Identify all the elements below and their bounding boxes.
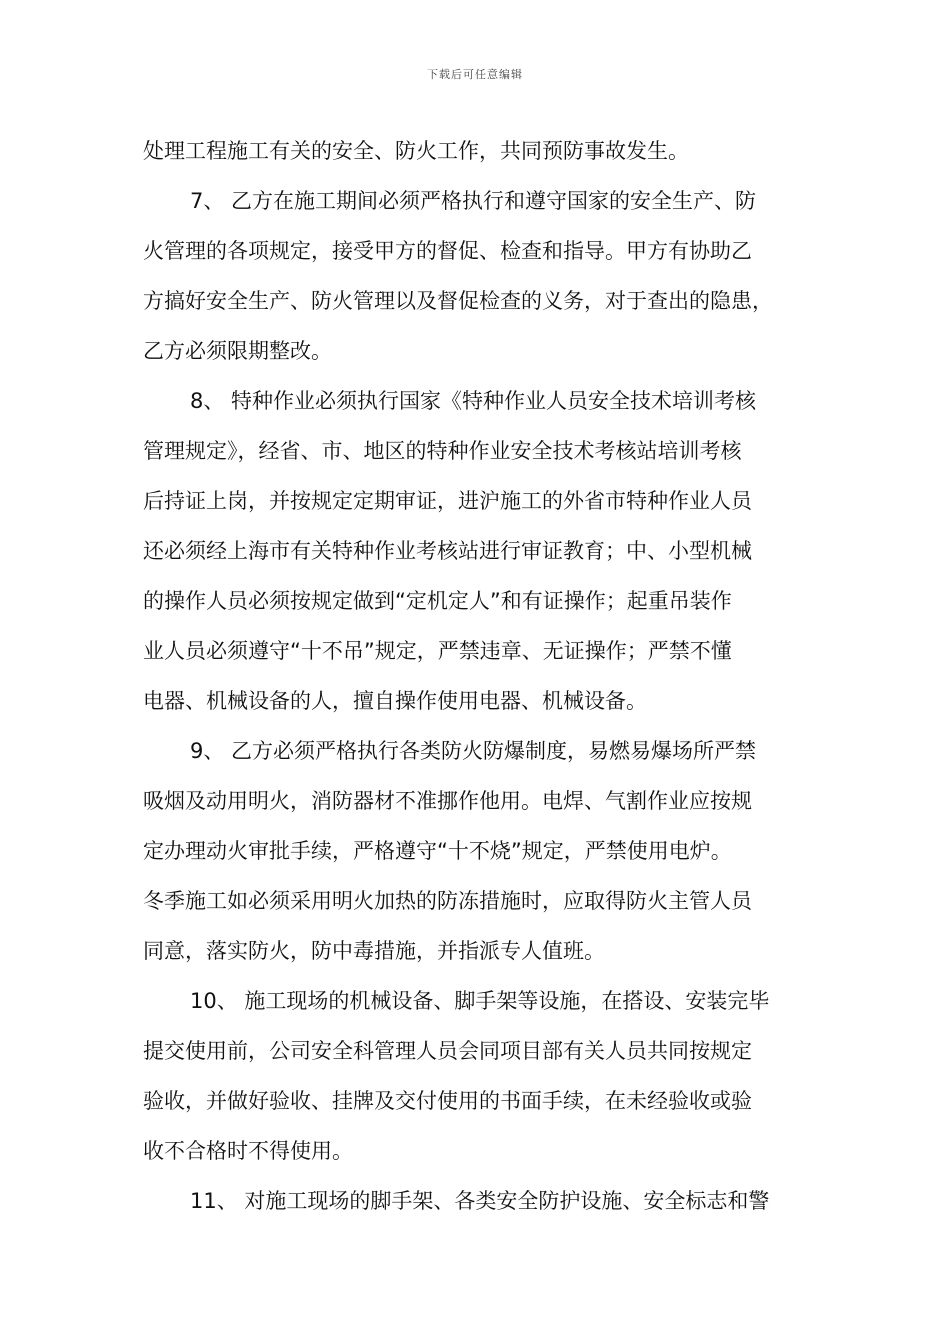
text-line: 冬季施工如必须采用明火加热的防冻措施时，应取得防火主管人员 — [143, 889, 752, 913]
text-line: 的操作人员必须按规定做到“定机定人”和有证操作；起重吊装作 — [143, 589, 732, 613]
text-line: 火管理的各项规定，接受甲方的督促、检查和指导。甲方有协助乙 — [143, 239, 752, 263]
text-line: 10、 施工现场的机械设备、脚手架等设施，在搭设、安装完毕 — [190, 989, 770, 1013]
text-line: 9、 乙方必须严格执行各类防火防爆制度，易燃易爆场所严禁 — [190, 739, 757, 763]
document-body — [143, 126, 823, 1226]
text-line: 11、 对施工现场的脚手架、各类安全防护设施、安全标志和警 — [190, 1189, 770, 1213]
text-line: 定办理动火审批手续，严格遵守“十不烧”规定，严禁使用电炉。 — [143, 839, 732, 863]
text-line: 吸烟及动用明火，消防器材不准挪作他用。电焊、气割作业应按规 — [143, 789, 752, 813]
text-line: 处理工程施工有关的安全、防火工作，共同预防事故发生。 — [143, 139, 689, 163]
text-line: 8、 特种作业必须执行国家《特种作业人员安全技术培训考核 — [190, 389, 757, 413]
text-line: 方搞好安全生产、防火管理以及督促检查的义务，对于查出的隐患， — [143, 289, 773, 313]
text-line: 提交使用前，公司安全科管理人员会同项目部有关人员共同按规定 — [143, 1039, 752, 1063]
text-line: 乙方必须限期整改。 — [143, 339, 332, 363]
text-line: 同意，落实防火，防中毒措施，并指派专人值班。 — [143, 939, 605, 963]
text-line: 后持证上岗，并按规定定期审证，进沪施工的外省市特种作业人员 — [143, 489, 752, 513]
text-line: 7、 乙方在施工期间必须严格执行和遵守国家的安全生产、防 — [190, 189, 757, 213]
text-line: 业人员必须遵守“十不吊”规定，严禁违章、无证操作；严禁不懂 — [143, 639, 732, 663]
text-line: 收不合格时不得使用。 — [143, 1139, 353, 1163]
page-header: 下载后可任意编辑 — [427, 68, 523, 81]
text-line: 还必须经上海市有关特种作业考核站进行审证教育；中、小型机械 — [143, 539, 752, 563]
text-line: 验收，并做好验收、挂牌及交付使用的书面手续，在未经验收或验 — [143, 1089, 752, 1113]
text-line: 管理规定》，经省、市、地区的特种作业安全技术考核站培训考核 — [143, 439, 742, 463]
text-line: 电器、机械设备的人，擅自操作使用电器、机械设备。 — [143, 689, 647, 713]
